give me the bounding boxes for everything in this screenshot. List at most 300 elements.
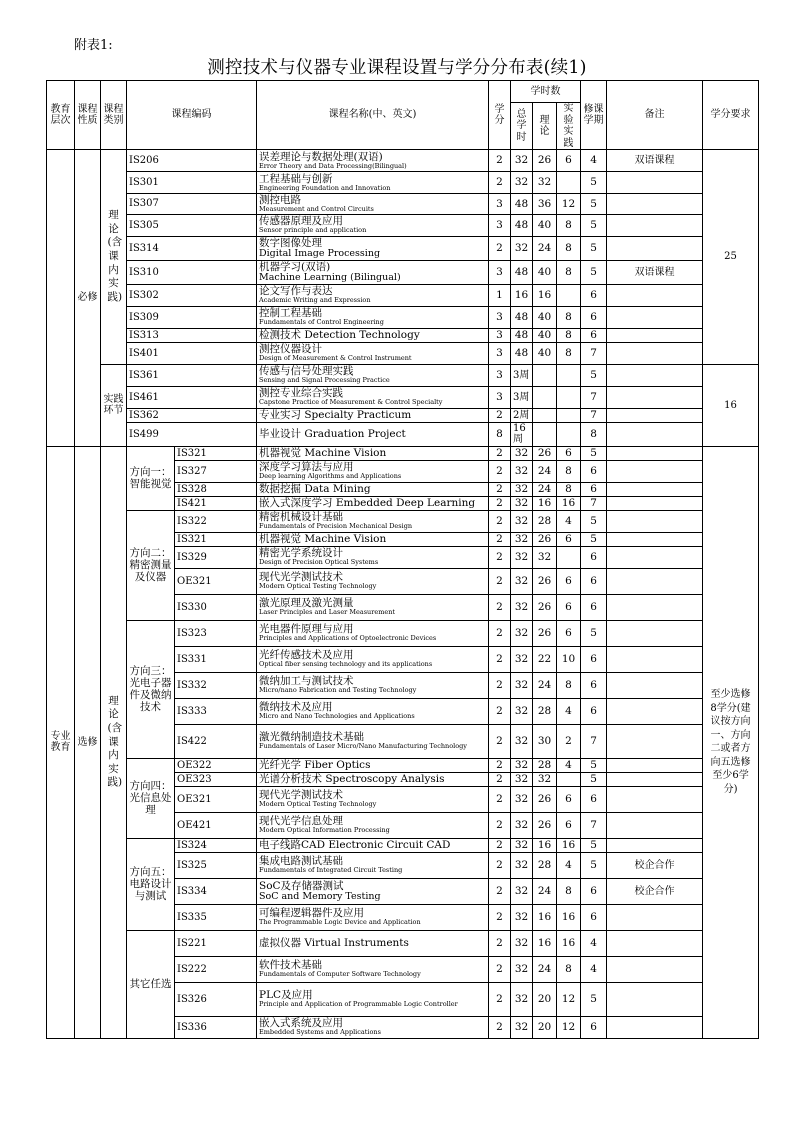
semester-value: 6 bbox=[581, 568, 607, 594]
semester-value: 5 bbox=[581, 852, 607, 878]
course-name-cell bbox=[257, 532, 489, 546]
course-name-cn: 检测技术 bbox=[259, 329, 301, 342]
theory-value: 22 bbox=[533, 646, 557, 672]
total-hours-value: 32 bbox=[511, 460, 533, 482]
remark-value bbox=[607, 594, 703, 620]
nature-elective bbox=[75, 446, 101, 1038]
course-name-en: Optical fiber sensing technology and its applications bbox=[259, 660, 433, 669]
total-hours-value: 32 bbox=[511, 496, 533, 510]
credit-value: 2 bbox=[489, 482, 511, 496]
credit-value: 2 bbox=[489, 672, 511, 698]
course-name-cell bbox=[257, 342, 489, 364]
course-name-cn: 深度学习算法与应用 bbox=[259, 461, 354, 474]
semester-value: 6 bbox=[581, 786, 607, 812]
category-theory bbox=[101, 150, 127, 365]
course-name-cn: 专业实习 bbox=[259, 409, 301, 422]
table-row bbox=[47, 306, 759, 328]
remark-value bbox=[607, 1016, 703, 1038]
semester-value: 6 bbox=[581, 284, 607, 306]
semester-value: 6 bbox=[581, 646, 607, 672]
table-row bbox=[47, 422, 759, 446]
credit-value: 3 bbox=[489, 328, 511, 342]
course-name-en: Design of Measurement & Control Instrument bbox=[259, 354, 412, 363]
total-hours-value: 48 bbox=[511, 194, 533, 215]
credit-value: 2 bbox=[489, 172, 511, 194]
semester-value: 6 bbox=[581, 904, 607, 930]
lab-value bbox=[557, 546, 581, 568]
theory-value: 24 bbox=[533, 460, 557, 482]
course-name-en: Detection Technology bbox=[304, 329, 420, 342]
course-name-cell bbox=[257, 236, 489, 260]
course-code: IS335 bbox=[175, 904, 257, 930]
theory-value: 26 bbox=[533, 812, 557, 838]
lab-value: 12 bbox=[557, 1016, 581, 1038]
lab-value: 8 bbox=[557, 214, 581, 236]
course-code: IS307 bbox=[127, 194, 257, 215]
course-code: IS313 bbox=[127, 328, 257, 342]
credit-value: 2 bbox=[489, 852, 511, 878]
category-practice bbox=[101, 364, 127, 446]
course-name-cell bbox=[257, 422, 489, 446]
semester-value: 7 bbox=[581, 342, 607, 364]
total-hours-value: 48 bbox=[511, 342, 533, 364]
theory-value: 40 bbox=[533, 260, 557, 284]
course-name-en: Capstone Practice of Measurement & Control Specialty bbox=[259, 398, 443, 407]
semester-value: 5 bbox=[581, 758, 607, 772]
theory-value: 28 bbox=[533, 698, 557, 724]
credit-value: 2 bbox=[489, 568, 511, 594]
credit-value: 2 bbox=[489, 408, 511, 422]
remark-value bbox=[607, 904, 703, 930]
remark-value bbox=[607, 284, 703, 306]
total-hours-value: 32 bbox=[511, 904, 533, 930]
semester-value: 5 bbox=[581, 260, 607, 284]
semester-value: 4 bbox=[581, 930, 607, 956]
lab-value: 6 bbox=[557, 786, 581, 812]
course-name-cell bbox=[257, 982, 489, 1016]
course-name-en: Fundamentals of Laser Micro/Nano Manufacturing Technology bbox=[259, 742, 467, 751]
lab-value: 8 bbox=[557, 956, 581, 982]
course-code: OE321 bbox=[175, 786, 257, 812]
course-code: IS361 bbox=[127, 364, 257, 386]
credit-value: 2 bbox=[489, 546, 511, 568]
course-name-cn: PLC及应用 bbox=[259, 989, 313, 1002]
remark-value bbox=[607, 510, 703, 532]
credit-value: 2 bbox=[489, 982, 511, 1016]
remark-value bbox=[607, 386, 703, 408]
table-row bbox=[47, 284, 759, 306]
level-professional bbox=[47, 446, 75, 1038]
course-name-en: Modern Optical Testing Technology bbox=[259, 800, 377, 809]
semester-value: 6 bbox=[581, 460, 607, 482]
theory-value: 24 bbox=[533, 482, 557, 496]
course-name-cn: 集成电路测试基础 bbox=[259, 855, 343, 868]
lab-value: 16 bbox=[557, 838, 581, 852]
header-code: 课程编码 bbox=[127, 81, 257, 150]
course-name-en: Embedded Systems and Applications bbox=[259, 1028, 381, 1037]
total-hours-value: 48 bbox=[511, 260, 533, 284]
total-hours-value: 32 bbox=[511, 446, 533, 460]
theory-value: 32 bbox=[533, 546, 557, 568]
course-name-cell bbox=[257, 904, 489, 930]
course-name-en: Fundamentals of Computer Software Technology bbox=[259, 970, 421, 979]
course-name-cell bbox=[257, 956, 489, 982]
lab-value: 12 bbox=[557, 194, 581, 215]
total-hours-value: 32 bbox=[511, 838, 533, 852]
remark-value bbox=[607, 214, 703, 236]
credit-value: 2 bbox=[489, 236, 511, 260]
course-name-cn: 测控仪器设计 bbox=[259, 343, 322, 356]
remark-value bbox=[607, 838, 703, 852]
appendix-note: 附表1: bbox=[74, 38, 113, 53]
course-name-cell bbox=[257, 172, 489, 194]
course-code: IS314 bbox=[127, 236, 257, 260]
course-name-en: Academic Writing and Expression bbox=[259, 296, 371, 305]
header-credit: 学分 bbox=[489, 81, 511, 150]
total-hours-value: 32 bbox=[511, 724, 533, 758]
semester-value: 5 bbox=[581, 838, 607, 852]
page-title: 测控技术与仪器专业课程设置与学分分布表(续1) bbox=[207, 58, 587, 78]
course-name-cell bbox=[257, 460, 489, 482]
course-name-cell bbox=[257, 510, 489, 532]
course-name-en: Fundamentals of Control Engineering bbox=[259, 318, 384, 327]
lab-value: 6 bbox=[557, 812, 581, 838]
theory-value: 28 bbox=[533, 510, 557, 532]
lab-value: 6 bbox=[557, 594, 581, 620]
theory-value: 32 bbox=[533, 772, 557, 786]
course-code: IS330 bbox=[175, 594, 257, 620]
course-name-en: The Programmable Logic Device and Application bbox=[259, 918, 421, 927]
credit-value: 8 bbox=[489, 422, 511, 446]
lab-value: 4 bbox=[557, 698, 581, 724]
theory-value: 20 bbox=[533, 1016, 557, 1038]
course-name-en: SoC and Memory Testing bbox=[259, 890, 381, 902]
semester-value: 6 bbox=[581, 1016, 607, 1038]
credit-value: 2 bbox=[489, 446, 511, 460]
credit-value: 2 bbox=[489, 594, 511, 620]
course-name-en: Embedded Deep Learning bbox=[335, 497, 476, 510]
requirement-practice-text: 16 bbox=[724, 399, 737, 411]
level-professional-text: 专业教育 bbox=[50, 730, 71, 754]
theory-value: 24 bbox=[533, 236, 557, 260]
remark-value bbox=[607, 812, 703, 838]
header-nature: 课程性质 bbox=[75, 81, 101, 150]
direction-2-text: 方向二：精密测量及仪器 bbox=[129, 547, 172, 584]
remark-value bbox=[607, 956, 703, 982]
remark-value bbox=[607, 532, 703, 546]
course-name-cell bbox=[257, 546, 489, 568]
course-name-cell bbox=[257, 386, 489, 408]
direction-2 bbox=[127, 510, 175, 620]
semester-value: 4 bbox=[581, 150, 607, 172]
remark-value: 校企合作 bbox=[607, 878, 703, 904]
lab-value bbox=[557, 408, 581, 422]
lab-value: 8 bbox=[557, 306, 581, 328]
theory-value: 16 bbox=[533, 930, 557, 956]
course-name-cell bbox=[257, 878, 489, 904]
course-name-cn: 嵌入式深度学习 bbox=[259, 497, 333, 510]
credit-value: 3 bbox=[489, 342, 511, 364]
lab-value: 6 bbox=[557, 568, 581, 594]
direction-5-text: 方向五：电路设计与测试 bbox=[129, 866, 172, 903]
course-name-cell bbox=[257, 364, 489, 386]
course-name-en: Measurement and Control Circuits bbox=[259, 205, 374, 214]
credit-value: 3 bbox=[489, 214, 511, 236]
course-name-cell bbox=[257, 408, 489, 422]
total-hours-value: 32 bbox=[511, 956, 533, 982]
course-name-cell bbox=[257, 698, 489, 724]
theory-value: 40 bbox=[533, 342, 557, 364]
course-name-cn: 精密机械设计基础 bbox=[259, 511, 343, 524]
course-name-en: Specialty Practicum bbox=[304, 409, 412, 422]
lab-value: 6 bbox=[557, 446, 581, 460]
remark-value bbox=[607, 236, 703, 260]
course-code: IS321 bbox=[175, 532, 257, 546]
remark-value bbox=[607, 620, 703, 646]
remark-value bbox=[607, 342, 703, 364]
table-row bbox=[47, 408, 759, 422]
course-name-cell bbox=[257, 930, 489, 956]
semester-value: 6 bbox=[581, 594, 607, 620]
direction-4 bbox=[127, 758, 175, 838]
semester-value: 4 bbox=[581, 956, 607, 982]
course-name-en: Error Theory and Data Processing(Bilingual) bbox=[259, 161, 407, 170]
course-code: IS324 bbox=[175, 838, 257, 852]
course-code: IS422 bbox=[175, 724, 257, 758]
semester-value: 5 bbox=[581, 982, 607, 1016]
course-name-cn: 毕业设计 bbox=[259, 428, 301, 441]
total-hours-value: 32 bbox=[511, 568, 533, 594]
course-name-cn: 控制工程基础 bbox=[259, 307, 322, 320]
course-name-cn: 微纳加工与测试技术 bbox=[259, 675, 354, 688]
course-name-cn: 激光微纳制造技术基础 bbox=[259, 731, 364, 744]
course-code: IS333 bbox=[175, 698, 257, 724]
course-code: IS499 bbox=[127, 422, 257, 446]
course-code: IS301 bbox=[127, 172, 257, 194]
semester-value: 6 bbox=[581, 698, 607, 724]
header-lab: 实验实践 bbox=[557, 103, 581, 150]
credit-value: 2 bbox=[489, 904, 511, 930]
total-hours-value: 48 bbox=[511, 328, 533, 342]
category-theory-elective-text: 理论(含课内实践) bbox=[107, 694, 123, 789]
theory-value: 26 bbox=[533, 446, 557, 460]
category-theory-elective bbox=[101, 446, 127, 1038]
course-name-cn: 精密光学系统设计 bbox=[259, 547, 343, 560]
course-name-cell bbox=[257, 150, 489, 172]
remark-value bbox=[607, 328, 703, 342]
credit-value: 2 bbox=[489, 510, 511, 532]
direction-5 bbox=[127, 838, 175, 930]
remark-value bbox=[607, 194, 703, 215]
lab-value: 16 bbox=[557, 904, 581, 930]
course-name-en: Principle and Application of Programmable Logic Controller bbox=[259, 1000, 458, 1009]
total-hours-value: 3周 bbox=[511, 364, 533, 386]
course-name-cn: 现代光学信息处理 bbox=[259, 815, 343, 828]
theory-value: 24 bbox=[533, 956, 557, 982]
lab-value: 8 bbox=[557, 260, 581, 284]
course-name-cn: 数据挖掘 bbox=[259, 483, 301, 496]
course-name-cell bbox=[257, 284, 489, 306]
course-name-en: Micro/nano Fabrication and Testing Technology bbox=[259, 686, 417, 695]
theory-value: 26 bbox=[533, 532, 557, 546]
course-name-en: Design of Precision Optical Systems bbox=[259, 558, 379, 567]
semester-value: 5 bbox=[581, 772, 607, 786]
total-hours-value: 32 bbox=[511, 852, 533, 878]
course-name-en: Modern Optical Information Processing bbox=[259, 826, 390, 835]
header-category: 课程类别 bbox=[101, 81, 127, 150]
remark-value bbox=[607, 482, 703, 496]
remark-value bbox=[607, 672, 703, 698]
semester-value: 6 bbox=[581, 878, 607, 904]
course-name-en: Sensing and Signal Processing Practice bbox=[259, 376, 390, 385]
total-hours-value: 32 bbox=[511, 594, 533, 620]
remark-value bbox=[607, 698, 703, 724]
course-code: IS331 bbox=[175, 646, 257, 672]
course-code: IS222 bbox=[175, 956, 257, 982]
remark-value bbox=[607, 446, 703, 460]
table-row bbox=[47, 446, 759, 460]
semester-value: 8 bbox=[581, 422, 607, 446]
theory-value: 26 bbox=[533, 786, 557, 812]
course-name-cn: 测控专业综合实践 bbox=[259, 387, 343, 400]
course-name-cell bbox=[257, 306, 489, 328]
credit-value: 2 bbox=[489, 724, 511, 758]
theory-value: 24 bbox=[533, 878, 557, 904]
lab-value: 2 bbox=[557, 724, 581, 758]
table-row bbox=[47, 172, 759, 194]
course-name-cn: 嵌入式系统及应用 bbox=[259, 1017, 343, 1030]
header-requirement: 学分要求 bbox=[703, 81, 759, 150]
direction-3-text: 方向三：光电子器件及微纳技术 bbox=[129, 665, 172, 714]
semester-value: 7 bbox=[581, 496, 607, 510]
course-name-cell bbox=[257, 594, 489, 620]
lab-value: 16 bbox=[557, 930, 581, 956]
theory-value bbox=[533, 422, 557, 446]
course-name-en: Machine Learning (Bilingual) bbox=[259, 271, 401, 283]
total-hours-value: 32 bbox=[511, 772, 533, 786]
course-name-cn: 数字图像处理 bbox=[259, 236, 322, 249]
remark-value: 校企合作 bbox=[607, 852, 703, 878]
semester-value: 5 bbox=[581, 236, 607, 260]
table-row bbox=[47, 150, 759, 172]
course-name-cn: 软件技术基础 bbox=[259, 959, 322, 972]
table-row bbox=[47, 342, 759, 364]
credit-value: 3 bbox=[489, 386, 511, 408]
lab-value bbox=[557, 364, 581, 386]
credit-value: 2 bbox=[489, 930, 511, 956]
theory-value: 24 bbox=[533, 672, 557, 698]
remark-value bbox=[607, 172, 703, 194]
semester-value: 6 bbox=[581, 328, 607, 342]
course-name-cell bbox=[257, 328, 489, 342]
course-name-cell bbox=[257, 194, 489, 215]
semester-value: 5 bbox=[581, 214, 607, 236]
lab-value: 8 bbox=[557, 328, 581, 342]
theory-value: 28 bbox=[533, 758, 557, 772]
total-hours-value: 32 bbox=[511, 1016, 533, 1038]
remark-value bbox=[607, 568, 703, 594]
remark-value bbox=[607, 306, 703, 328]
course-code: IS310 bbox=[127, 260, 257, 284]
lab-value: 4 bbox=[557, 758, 581, 772]
course-code: IS206 bbox=[127, 150, 257, 172]
remark-value: 双语课程 bbox=[607, 260, 703, 284]
course-name-en: Virtual Instruments bbox=[304, 937, 409, 950]
course-name-cell bbox=[257, 260, 489, 284]
course-name-en: Spectroscopy Analysis bbox=[325, 773, 445, 786]
course-name-cell bbox=[257, 214, 489, 236]
table-row bbox=[47, 328, 759, 342]
course-code: IS321 bbox=[175, 446, 257, 460]
course-code: IS322 bbox=[175, 510, 257, 532]
lab-value: 8 bbox=[557, 460, 581, 482]
credit-value: 2 bbox=[489, 758, 511, 772]
total-hours-value: 48 bbox=[511, 306, 533, 328]
course-code: IS401 bbox=[127, 342, 257, 364]
theory-value: 16 bbox=[533, 838, 557, 852]
total-hours-value: 2周 bbox=[511, 408, 533, 422]
course-table bbox=[46, 80, 759, 1039]
header-theory: 理论 bbox=[533, 103, 557, 150]
course-name-cell bbox=[257, 568, 489, 594]
remark-value bbox=[607, 408, 703, 422]
course-code: IS302 bbox=[127, 284, 257, 306]
total-hours-value: 32 bbox=[511, 812, 533, 838]
remark-value bbox=[607, 786, 703, 812]
course-name-cell bbox=[257, 672, 489, 698]
lab-value bbox=[557, 172, 581, 194]
semester-value: 5 bbox=[581, 446, 607, 460]
total-hours-value: 32 bbox=[511, 532, 533, 546]
semester-value: 6 bbox=[581, 482, 607, 496]
credit-value: 3 bbox=[489, 194, 511, 215]
course-code: IS325 bbox=[175, 852, 257, 878]
semester-value: 7 bbox=[581, 812, 607, 838]
course-name-en: Micro and Nano Technologies and Applications bbox=[259, 712, 415, 721]
lab-value: 6 bbox=[557, 532, 581, 546]
course-code: OE421 bbox=[175, 812, 257, 838]
course-name-cn: 微纳技术及应用 bbox=[259, 701, 333, 714]
course-code: IS305 bbox=[127, 214, 257, 236]
table-row bbox=[47, 510, 759, 532]
course-code: IS326 bbox=[175, 982, 257, 1016]
table-row bbox=[47, 260, 759, 284]
table-row bbox=[47, 194, 759, 215]
header-semester: 修课学期 bbox=[581, 81, 607, 150]
total-hours-value: 32 bbox=[511, 510, 533, 532]
total-hours-value: 32 bbox=[511, 482, 533, 496]
lab-value: 8 bbox=[557, 878, 581, 904]
course-code: IS362 bbox=[127, 408, 257, 422]
nature-required-text: 必修 bbox=[77, 292, 98, 304]
course-code: OE321 bbox=[175, 568, 257, 594]
course-code: IS332 bbox=[175, 672, 257, 698]
course-name-cn: 机器视觉 bbox=[259, 533, 301, 546]
total-hours-value: 32 bbox=[511, 930, 533, 956]
course-name-cell bbox=[257, 724, 489, 758]
course-name-cell bbox=[257, 620, 489, 646]
credit-value: 2 bbox=[489, 646, 511, 672]
total-hours-value: 16 bbox=[511, 284, 533, 306]
credit-value: 2 bbox=[489, 838, 511, 852]
lab-value: 8 bbox=[557, 236, 581, 260]
theory-value: 26 bbox=[533, 620, 557, 646]
course-name-en: Principles and Applications of Optoelectronic Devices bbox=[259, 634, 437, 643]
remark-value bbox=[607, 758, 703, 772]
table-row bbox=[47, 838, 759, 852]
lab-value: 8 bbox=[557, 672, 581, 698]
direction-3 bbox=[127, 620, 175, 758]
